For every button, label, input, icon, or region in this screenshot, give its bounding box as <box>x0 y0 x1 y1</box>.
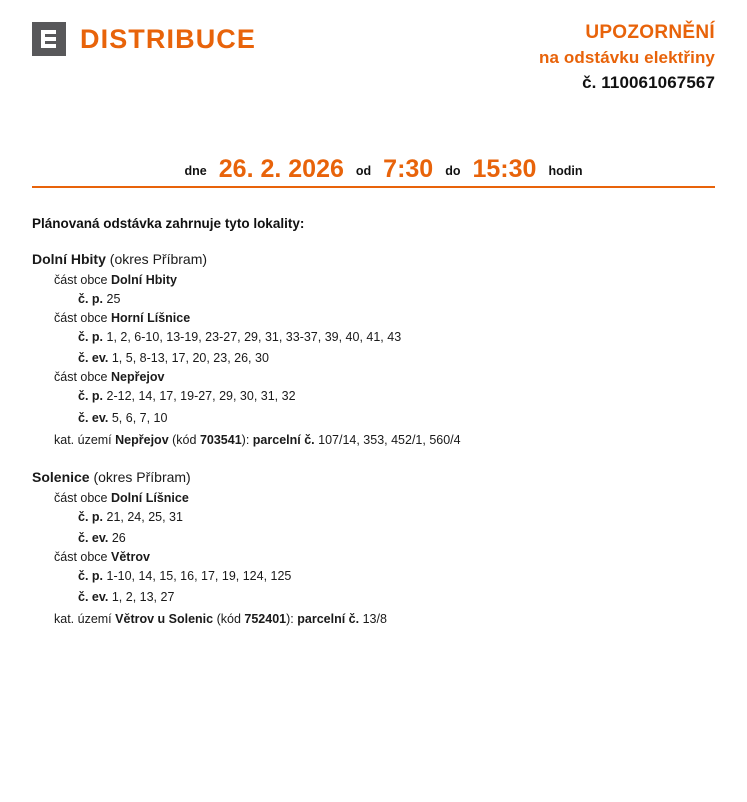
village-part <box>54 273 715 308</box>
village-part-lead: část obce <box>54 549 108 564</box>
cadastre-code-tail: ): <box>241 432 250 447</box>
village-part-heading <box>54 273 715 287</box>
page-header <box>0 0 747 112</box>
municipality-heading <box>32 251 715 267</box>
number-type: č. ev. <box>78 590 109 604</box>
village-part-name: Dolní Líšnice <box>111 490 189 505</box>
page-footer-spacer <box>0 764 747 802</box>
plots-values: 107/14, 353, 452/1, 560/4 <box>318 432 461 447</box>
notice-subtitle: na odstávku elektřiny <box>539 48 715 67</box>
village-part <box>54 550 715 606</box>
number-values: 5, 6, 7, 10 <box>111 410 168 425</box>
cadastre-code-lead: (kód <box>172 432 197 447</box>
number-line <box>78 328 715 346</box>
outage-datetime-bar <box>32 136 715 188</box>
brand-name: DISTRIBUCE <box>80 23 257 54</box>
cadastre-lead: kat. území <box>54 612 112 627</box>
number-type: č. p. <box>78 568 104 583</box>
village-part-heading <box>54 370 715 384</box>
cadastre-code: 752401 <box>244 612 287 627</box>
number-line <box>78 529 715 547</box>
number-values: 25 <box>106 292 121 306</box>
notice-title: UPOZORNĚNÍ <box>585 22 715 43</box>
village-part-name: Větrov <box>111 549 150 564</box>
village-part-heading <box>54 311 715 325</box>
number-values: 1, 5, 8-13, 17, 20, 23, 26, 30 <box>111 351 269 366</box>
number-values: 21, 24, 25, 31 <box>106 509 183 524</box>
number-type: č. p. <box>78 509 104 524</box>
village-part-lead: část obce <box>54 311 108 326</box>
village-part-name: Dolní Hbity <box>111 273 177 287</box>
outage-date: 26. 2. 2026 <box>218 155 344 183</box>
cez-e-logo-icon <box>32 22 66 56</box>
number-type: č. p. <box>78 389 104 404</box>
number-line <box>78 349 715 367</box>
village-part-name: Horní Líšnice <box>111 311 191 326</box>
village-part <box>54 311 715 367</box>
section-spacer <box>32 453 715 469</box>
label-from: od <box>355 164 372 178</box>
number-type: č. ev. <box>78 410 109 425</box>
number-line <box>78 567 715 585</box>
number-line <box>78 409 715 427</box>
label-date: dne <box>184 164 207 178</box>
label-hours: hodin <box>548 164 583 178</box>
number-type: č. p. <box>78 292 104 306</box>
cadastre-line <box>54 612 715 626</box>
village-part-heading <box>54 550 715 564</box>
number-values: 1, 2, 13, 27 <box>111 590 175 604</box>
municipality-heading <box>32 469 715 485</box>
number-type: č. p. <box>78 330 104 345</box>
village-part-name: Nepřejov <box>111 370 165 385</box>
number-line <box>78 290 715 308</box>
number-line <box>78 508 715 526</box>
number-values: 2-12, 14, 17, 19-27, 29, 30, 31, 32 <box>106 389 296 404</box>
locality-list <box>0 188 747 626</box>
cadastre-line <box>54 433 715 447</box>
cadastre-code-tail: ): <box>286 612 294 627</box>
municipality-name: Dolní Hbity <box>32 251 106 267</box>
municipality-block <box>32 251 715 447</box>
notice-number: č. 110061067567 <box>582 73 715 92</box>
cadastre-code: 703541 <box>199 432 242 447</box>
intro-text: Plánovaná odstávka zahrnuje tyto lokality: <box>32 216 305 231</box>
plots-tag: parcelní č. <box>252 432 315 447</box>
number-values: 1, 2, 6-10, 13-19, 23-27, 29, 31, 33-37, 39, 40, 41, 43 <box>106 330 402 345</box>
village-part-lead: část obce <box>54 273 108 287</box>
cadastre-code-lead: (kód <box>216 612 241 627</box>
village-part <box>54 370 715 426</box>
notice-heading <box>539 22 715 93</box>
number-values: 26 <box>111 530 126 545</box>
cadastre-name: Větrov u Solenic <box>115 612 214 627</box>
cadastre-lead: kat. území <box>54 432 112 447</box>
number-line <box>78 387 715 405</box>
number-line <box>78 588 715 606</box>
village-part <box>54 491 715 547</box>
municipality-district: (okres Příbram) <box>93 468 191 485</box>
label-to: do <box>445 164 461 178</box>
village-part-heading <box>54 491 715 505</box>
outage-time-from: 7:30 <box>383 155 434 183</box>
municipality-block <box>32 469 715 627</box>
number-values: 1-10, 14, 15, 16, 17, 19, 124, 125 <box>106 568 292 583</box>
plots-values: 13/8 <box>362 612 387 627</box>
village-part-lead: část obce <box>54 490 108 505</box>
outage-time-to: 15:30 <box>472 155 537 183</box>
plots-tag: parcelní č. <box>297 612 360 627</box>
municipality-district: (okres Příbram) <box>109 251 208 267</box>
number-type: č. ev. <box>78 351 109 366</box>
number-type: č. ev. <box>78 530 109 545</box>
village-part-lead: část obce <box>54 370 108 385</box>
cadastre-name: Nepřejov <box>115 432 169 447</box>
municipality-name: Solenice <box>32 468 90 485</box>
